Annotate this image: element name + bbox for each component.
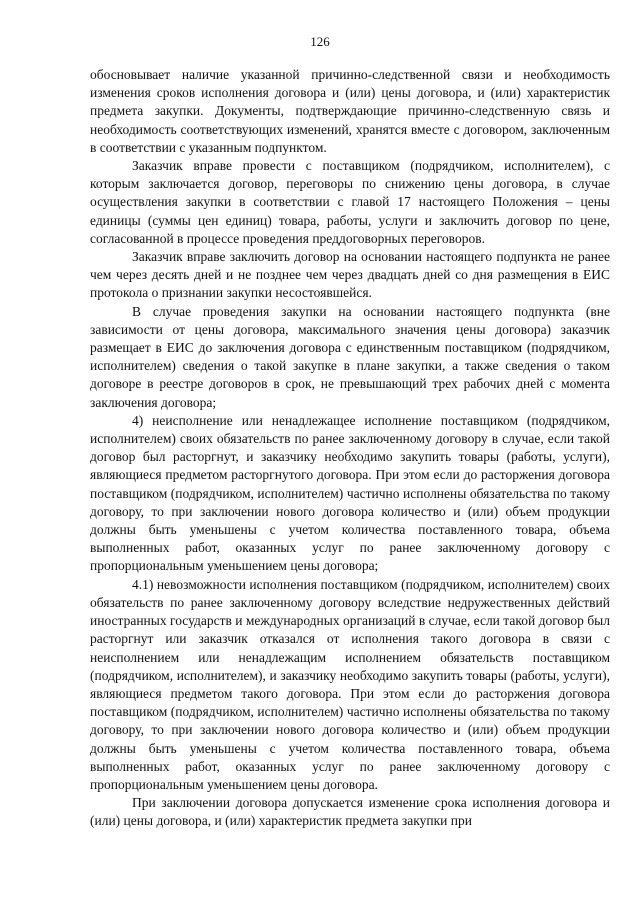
document-body (90, 66, 610, 831)
paragraph-continuation: обосновывает наличие указанной причинно-следственной связи и необходимость изменения сроков исполнения договора и (или) цены договора, и (или) характеристик предмета закупки. Документы, подтверждающие причинно-следственную связь и необходимость соответствующих изменений, хранятся вместе с договором, заключенным в соответствии с указанным подпунктом. (90, 67, 610, 155)
paragraph-negotiations: Заказчик вправе провести с поставщиком (подрядчиком, исполнителем), с которым заключается договор, переговоры по снижению цены договора, в случае осуществления закупки в соответствии с главой 17 настоящего Положения – цены единицы (суммы цен единиц) товара, работы, услуги и заключить договор по цене, согласованной в процессе проведения преддоговорных переговоров. (90, 158, 610, 246)
paragraph-item-4: 4) неисполнение или ненадлежащее исполнение поставщиком (подрядчиком, исполнителем) своих обязательств по ранее заключенному договору в случае, если такой договор был расторгнут, и заказчику необходимо закупить товары (работы, услуги), являющиеся предметом расторгнутого договора. При этом если до расторжения договора поставщиком (подрядчиком, исполнителем) частично исполнены обязательства по такому договору, то при заключении нового договора количество и (или) объем продукции должны быть уменьшены с учетом количества поставленного товара, объема выполненных работ, оказанных услуг по ранее заключенному договору с пропорциональным уменьшением цены договора; (90, 412, 610, 574)
paragraph-contract-changes: При заключении договора допускается изменение срока исполнения договора и (или) цены договора, и (или) характеристик предмета закупки при (90, 795, 610, 829)
page-number: 126 (310, 34, 330, 49)
paragraph-contract-timing: Заказчик вправе заключить договор на основании настоящего подпункта не ранее чем через десять дней и не позднее чем через двадцать дней со дня размещения в ЕИС протокола о признании закупки несостоявшейся. (90, 249, 610, 301)
paragraph-item-4-1: 4.1) невозможности исполнения поставщиком (подрядчиком, исполнителем) своих обязательств по ранее заключенному договору вследствие недружественных действий иностранных государств и международных организаций в случае, если такой договор был расторгнут или заказчик отказался от исполнения такого договора в связи с неисполнением или ненадлежащим исполнением обязательств поставщиком (подрядчиком, исполнителем), и заказчику необходимо закупить товары (работы, услуги), являющиеся предметом такого договора. При этом если до расторжения договора поставщиком (подрядчиком, исполнителем) частично исполнены обязательства по такому договору, то при заключении нового договора количество и (или) объем продукции должны быть уменьшены с учетом количества поставленного товара, объема выполненных работ, оказанных услуг по ранее заключенному договору с пропорциональным уменьшением цены договора. (90, 576, 610, 792)
paragraph-eis-publication: В случае проведения закупки на основании настоящего подпункта (вне зависимости от цены договора, максимального значения цены договора) заказчик размещает в ЕИС до заключения договора с единственным поставщиком (подрядчиком, исполнителем) сведения о такой закупке в плане закупки, а также сведения о таком договоре в реестре договоров в срок, не превышающий трех рабочих дней с момента заключения договора; (90, 303, 610, 410)
